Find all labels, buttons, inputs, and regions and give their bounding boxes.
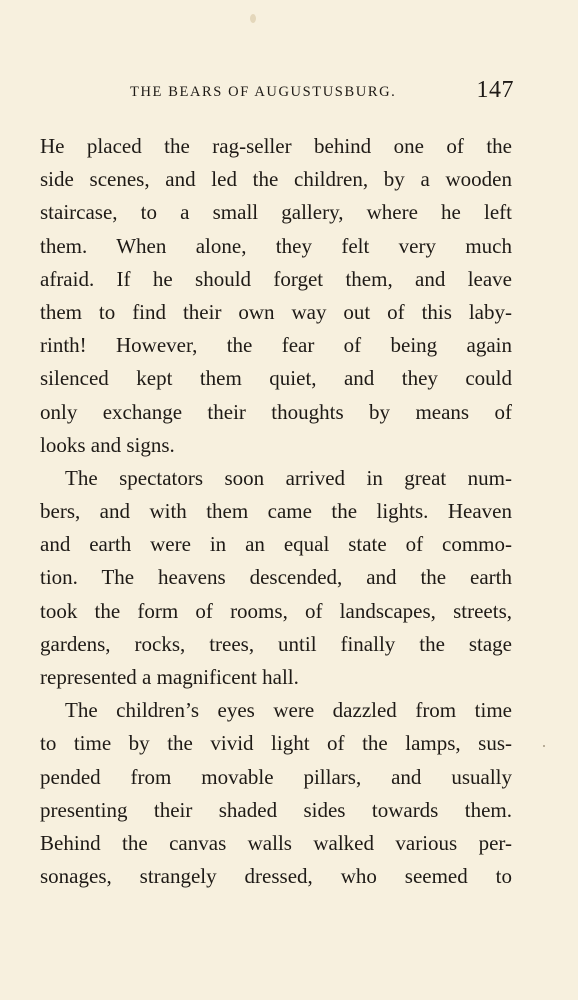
text-line: took the form of rooms, of landscapes, streets, (40, 598, 512, 623)
text-line: presenting their shaded sides towards them. (40, 797, 512, 822)
page-header (40, 76, 514, 108)
running-head: THE BEARS OF AUGUSTUSBURG. (130, 84, 397, 100)
text-line: and earth were in an equal state of commo- (40, 532, 512, 557)
text-line: staircase, to a small gallery, where he left (40, 200, 512, 225)
text-line: The spectators soon arrived in great num- (65, 465, 512, 490)
margin-mark (543, 745, 545, 747)
text-line: bers, and with them came the lights. Heaven (40, 499, 512, 524)
text-line: rinth! However, the fear of being again (40, 333, 512, 358)
text-line: silenced kept them quiet, and they could (40, 366, 512, 391)
body-text (40, 130, 512, 893)
text-line: afraid. If he should forget them, and leave (40, 266, 512, 291)
text-line: looks and signs. (40, 432, 175, 457)
text-line: Behind the canvas walls walked various per- (40, 830, 512, 855)
text-line: pended from movable pillars, and usually (40, 764, 512, 789)
text-line: He placed the rag-seller behind one of the (40, 134, 512, 158)
text-line: them to find their own way out of this laby- (40, 299, 512, 324)
text-line: side scenes, and led the children, by a wooden (40, 167, 512, 192)
text-line: them. When alone, they felt very much (40, 233, 512, 258)
text-line: tion. The heavens descended, and the earth (40, 565, 512, 590)
text-line: sonages, strangely dressed, who seemed to (40, 864, 512, 889)
text-line: to time by the vivid light of the lamps, sus- (40, 731, 512, 756)
text-line: represented a magnificent hall. (40, 665, 299, 689)
page-number: 147 (476, 77, 514, 103)
text-line: only exchange their thoughts by means of (40, 399, 512, 424)
text-line: The children’s eyes were dazzled from time (65, 698, 512, 723)
text-line: gardens, rocks, trees, until finally the stage (40, 631, 512, 656)
paper-blemish (250, 14, 256, 23)
